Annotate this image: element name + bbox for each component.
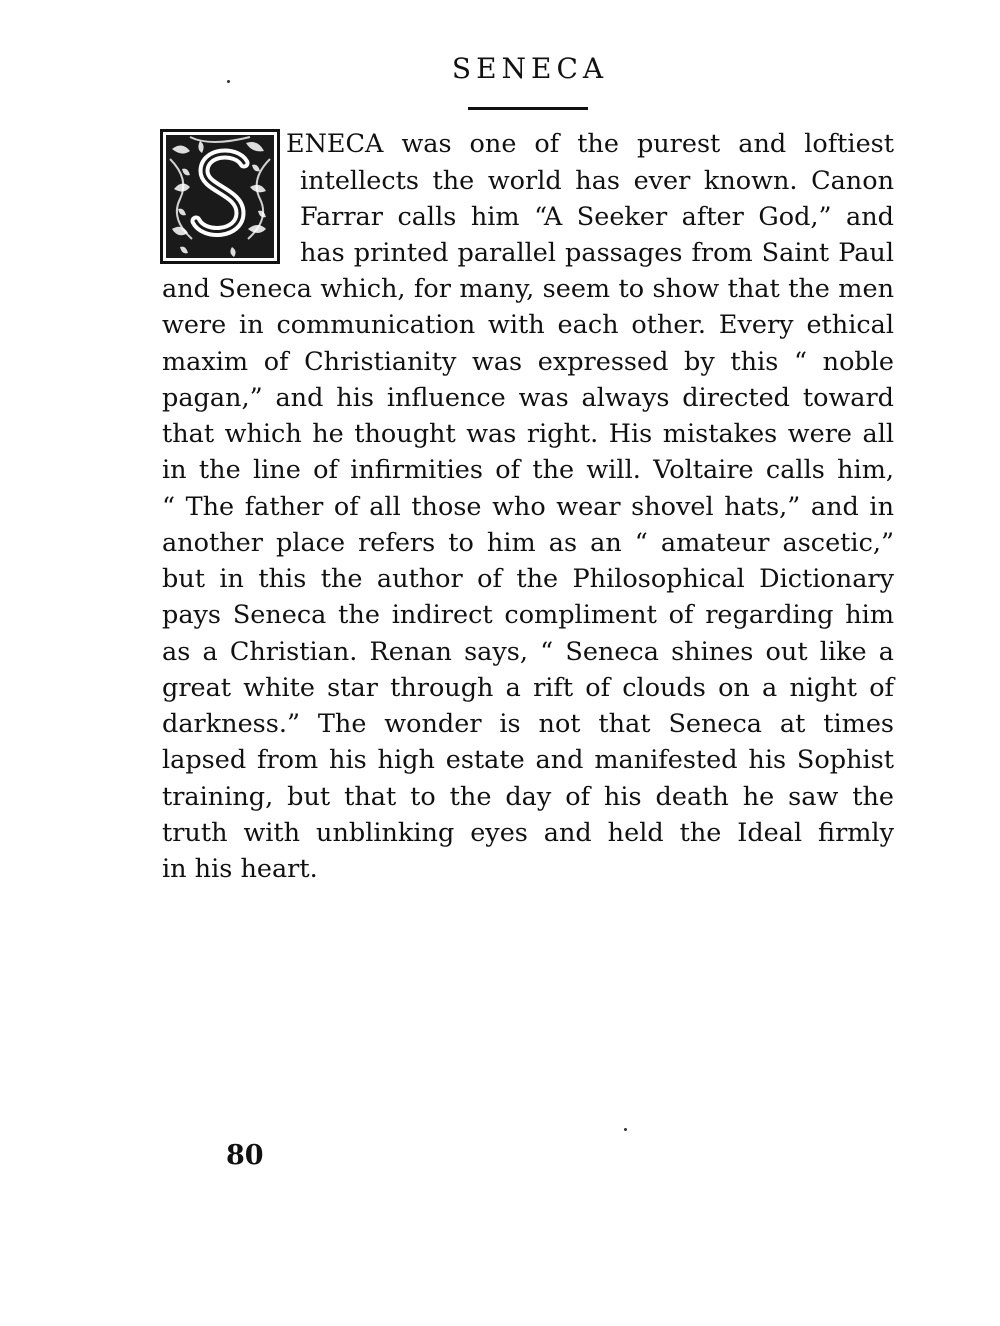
decorative-initial-s	[160, 129, 280, 264]
ink-speck	[624, 1128, 627, 1131]
body-line-12: another place refers to him as an “ amateur ascetic,”	[162, 528, 894, 558]
body-line-13: but in this the author of the Philosophical Dictionary	[162, 564, 894, 594]
body-line-15: as a Christian. Renan says, “ Seneca shines out like a	[162, 637, 894, 667]
body-line-3: Farrar calls him “A Seeker after God,” and	[300, 202, 894, 232]
body-line-19: training, but that to the day of his death he saw the	[162, 782, 894, 812]
title-rule	[468, 107, 588, 110]
body-line-18: lapsed from his high estate and manifested his Sophist	[162, 745, 894, 775]
body-line-7: maxim of Christianity was expressed by this “ noble	[162, 347, 894, 377]
body-line-17: darkness.” The wonder is not that Seneca at times	[162, 709, 894, 739]
body-line-14: pays Seneca the indirect compliment of regarding him	[162, 600, 894, 630]
decorative-initial-s-icon	[160, 129, 280, 264]
page-number: 80	[226, 1140, 264, 1171]
body-line-10: in the line of infirmities of the will. Voltaire calls him,	[162, 455, 894, 485]
body-line-2: intellects the world has ever known. Canon	[300, 166, 894, 196]
body-line-5: and Seneca which, for many, seem to show that the men	[162, 274, 894, 304]
body-line-4: has printed parallel passages from Saint Paul	[300, 238, 894, 268]
ink-speck	[227, 80, 230, 83]
body-line-16: great white star through a rift of clouds on a night of	[162, 673, 894, 703]
body-line-11: “ The father of all those who wear shovel hats,” and in	[162, 492, 894, 522]
body-line-20: truth with unblinking eyes and held the Ideal firmly	[162, 818, 894, 848]
body-line-6: were in communication with each other. Every ethical	[162, 310, 894, 340]
body-line-9: that which he thought was right. His mistakes were all	[162, 419, 894, 449]
body-line-8: pagan,” and his influence was always directed toward	[162, 383, 894, 413]
page-title: SENECA	[451, 52, 609, 85]
body-line-1: ENECA was one of the purest and loftiest	[286, 129, 894, 159]
body-line-21: in his heart.	[162, 854, 318, 884]
